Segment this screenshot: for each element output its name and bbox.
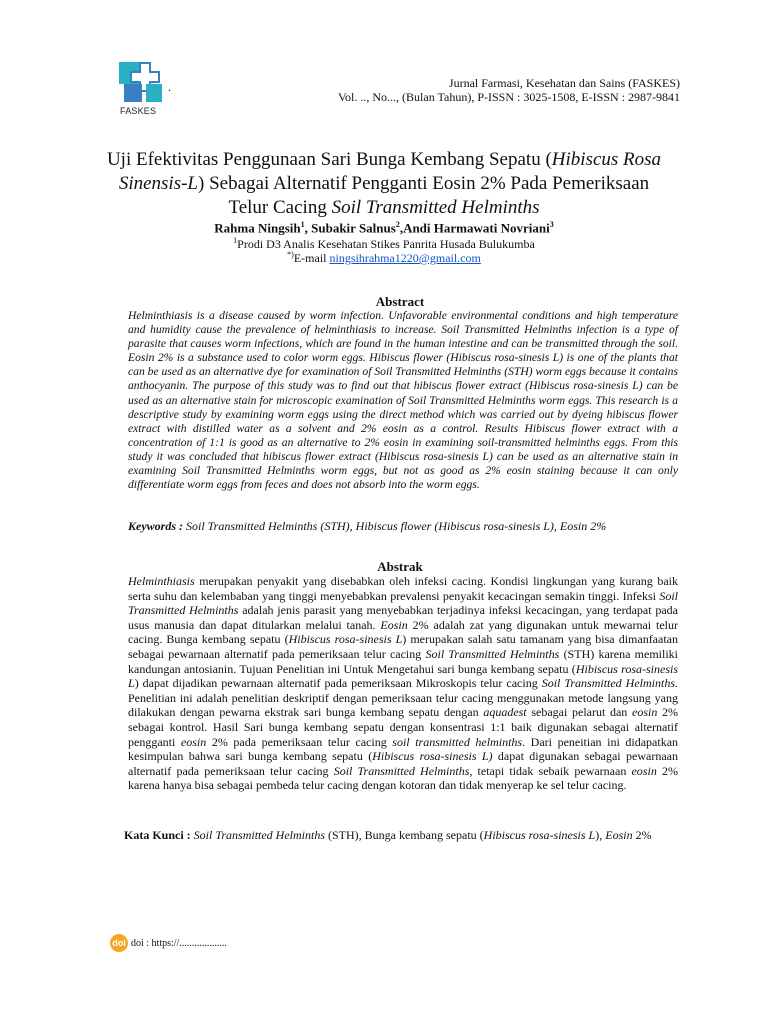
abstrak-seg: Helminthiasis [128, 574, 195, 588]
abstrak-seg: 2% sebagai kontrol. Hasil Sari bunga kembang sepatu dengan konsentrasi 1:1 baik digunakan sebagai alternatif pengganti [128, 705, 679, 749]
kata-kunci-seg: 2% [632, 828, 652, 842]
abstrak-seg: Eosin [380, 617, 408, 632]
abstrak-seg: eosin [180, 734, 207, 749]
abstrak-seg: tetapi tidak sebaik pewarnaan [472, 763, 632, 778]
keywords-label: Keywords : [128, 519, 183, 533]
abstrak-seg: 2% pada pemeriksaan telur cacing [206, 734, 393, 749]
kata-kunci-seg: (STH), Bunga kembang sepatu ( [325, 828, 484, 842]
abstrak-seg: Soil Transmitted Helminths, [333, 763, 473, 778]
author-sup: 2 [395, 220, 400, 229]
title-text: ) Sebagai Alternatif Pengganti Eosin 2% Pada Pemeriksaan Telur Cacing [198, 173, 650, 218]
abstrak-seg: eosin [632, 705, 658, 720]
author-name: Rahma Ningsih [214, 220, 301, 236]
kata-kunci-seg: Hibiscus rosa-sinesis L [483, 828, 596, 842]
keywords [128, 519, 678, 534]
email-link[interactable]: ningsihrahma1220@gmail.com [329, 251, 481, 265]
abstrak-seg: adalah jenis parasit yang menyebabkan terjadinya infeksi kecacingan, yang terdapat pada usus manusia dan dapat ditularkan melalui tanah. [128, 603, 678, 632]
abstrak-seg: Soil Transmitted Helminths. [541, 676, 678, 691]
doi-icon: doi [110, 934, 128, 952]
paper-title [100, 148, 668, 220]
abstract-heading: Abstract [375, 294, 425, 309]
logo-dot: . [168, 80, 171, 94]
kata-kunci-seg: Soil Transmitted Helminths [190, 828, 326, 842]
abstrak-seg: Penelitian ini adalah penelitian deskriptif dengan pemeriksaan telur cacing menggunakan metode langsung yang dilakukan dengan pewarna ekstrak sari bunga kembang sepatu dengan [128, 690, 678, 720]
journal-volume-issn: Vol. .., No..., (Bulan Tahun), P-ISSN : 3025-1508, E-ISSN : 2987-9841 [337, 90, 680, 104]
email-line [100, 250, 668, 266]
doi-link[interactable]: doi : https://................... [131, 937, 227, 949]
title-text: Uji Efektivitas Penggunaan Sari Bunga Kembang Sepatu ( [106, 149, 552, 170]
cross-logo-icon [116, 60, 172, 108]
kata-kunci-seg: ), [595, 828, 606, 842]
abstrak-body [128, 574, 678, 793]
abstrak-seg: ) merupakan salah satu tamanam yang bisa dimanfaatan sebagai pewarnaan alternatif pada pemeriksaan telur cacing [128, 632, 678, 661]
abstrak-seg: Soil Transmitted Helminths [128, 588, 678, 618]
logo-text: FASKES [120, 106, 157, 116]
author-sup: 1 [300, 220, 305, 229]
doi-footer [110, 934, 227, 952]
abstrak-seg: Hibiscus rosa-sinesis L) [372, 749, 493, 764]
author-name: ,Andi Harmawati Novriani [399, 220, 550, 236]
abstrak-seg: . Dari peneitian ini didapatkan kesimpulan bahwa sari bunga kembang sepatu ( [128, 734, 679, 764]
abstrak-seg: ) dapat dijadikan pewarnaan alternatif pada pemeriksaan Mikroskopis telur cacing [134, 676, 542, 691]
title-italic: Hibiscus Rosa Sinensis-L [118, 149, 662, 194]
abstrak-seg: 2% karena hanya bisa sebagai pembeda telur cacing dengan kotoran dan tidak menyerap ke sel telur cacing. [128, 763, 678, 793]
affiliation-sup: 1 [233, 236, 238, 245]
abstrak-seg: 2% adalah zat yang digunakan untuk mewarnai telur cacing. Bunga kembang sepatu ( [128, 617, 678, 647]
abstrak-seg: merupakan penyakit yang disebabkan oleh infeksi cacing. Kondisi lingkungan yang kurang baik serta suhu dan kelembaban yang tinggi menyebabkan prevalensi penyakit kecacingan semakin tinggi. Infeksi [128, 574, 678, 603]
keywords-text: Soil Transmitted Helminths (STH), Hibiscus flower (Hibiscus rosa-sinesis L), Eosin 2% [183, 519, 607, 533]
title-italic: Soil Transmitted Helminths [331, 197, 540, 218]
abstrak-seg: (STH) karena memiliki kandungan antosianin. Tujuan Penelitian ini Untuk Mengetahui sari bunga kembang sepatu ( [128, 646, 679, 676]
email-sup: *) [287, 250, 294, 259]
abstrak-seg: Hibiscus rosa-sinesis L [128, 661, 678, 691]
kata-kunci-label: Kata Kunci : [124, 828, 191, 842]
abstrak-seg: aquadest [483, 705, 527, 720]
abstrak-seg: eosin [631, 763, 657, 778]
abstrak-seg: Soil Transmitted Helminths [425, 646, 560, 661]
author-list [100, 220, 668, 236]
author-name: , Subakir Salnus [304, 220, 396, 236]
abstrak-seg: dapat digunakan sebagai pewarnaan alternatif pada pemeriksaan telur cacing [128, 749, 678, 778]
kata-kunci-seg: Eosin [605, 828, 633, 842]
abstrak-seg: sebagai pelarut dan [526, 705, 632, 720]
abstrak-seg: Hibiscus rosa-sinesis L [288, 632, 403, 647]
abstrak-heading: Abstrak [377, 559, 423, 574]
journal-name: Jurnal Farmasi, Kesehatan dan Sains (FASKES) [448, 76, 680, 90]
kata-kunci [124, 828, 686, 843]
affiliation-text: Prodi D3 Analis Kesehatan Stikes Panrita Husada Bulukumba [237, 237, 535, 251]
abstrak-seg: soil transmitted helminths [392, 734, 523, 749]
email-label: E-mail [293, 251, 330, 265]
journal-header [338, 76, 680, 104]
abstract-body: Helminthiasis is a disease caused by worm infection. Unfavorable environmental conditions and high temperature and humidity cause the prevalence of helminthiasis to increase. Soil Transmitted Helminths infection is a type of parasite that causes worm infections, which are found in the human intestine and can be transmitted through the soil. Eosin 2% is a substance used to color worm eggs. Hibiscus flower (Hibiscus rosa-sinesis L) is one of the plants that can be used as an alternative dye for examination of Soil Transmitted Helminths (STH) worm eggs because it contains anthocyanin. The purpose of this study was to find out that hibiscus flower extract (Hibiscus rosa-sinesis L) can be used as an alternative stain for microscopic examination of Soil Transmitted Helminths worm eggs. This research is a descriptive study by examining worm eggs using the direct method which was carried out by dyeing hibiscus flower extract with distilled water as a solvent and 2% eosin as a control. Results Hibiscus flower extract with a concentration of 1:1 is good as an alternative to 2% eosin in examining soil-transmitted helminths eggs. From this study it was concluded that hibiscus flower extract (Hibiscus rosa-sinesis L) can be used as an alternative stain in examining Soil Transmitted Helminths worm eggs, but not as good as 2% eosin staining because it can only differentiate worm eggs from feces and does not absorb into the worm eggs. [128, 309, 678, 492]
author-sup: 3 [549, 220, 554, 229]
